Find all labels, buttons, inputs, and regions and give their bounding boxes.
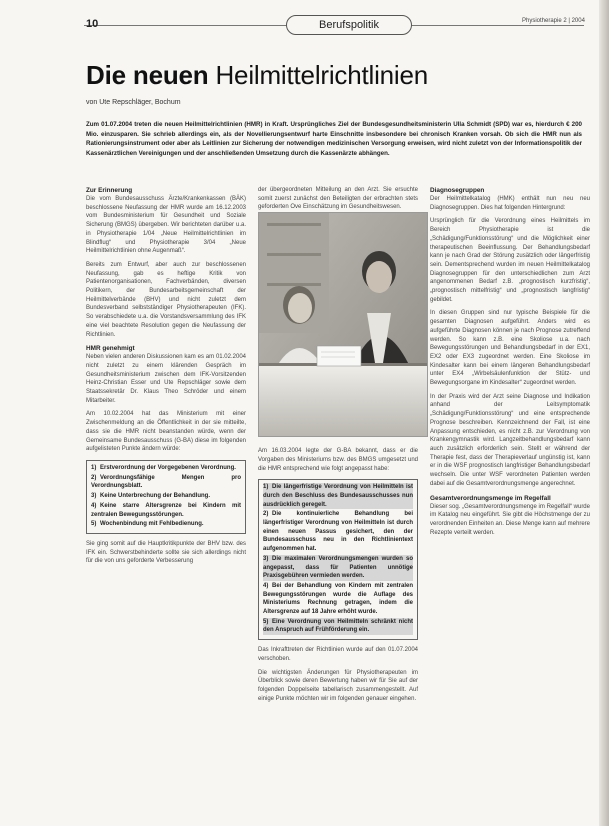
column-1 [86,186,246,571]
paragraph: Bereits zum Entwurf, aber auch zur beschlossenen Neufassung, gab es heftige Kritik von Patientenorganisationen, Fachverbänden, diversen Politikern, der Bundesarbeitsgemeinschaft der Heilmittelverbände (BHV) und nicht zuletzt dem Bundesverband selbstständiger Physiotherapeuten (IFK). So verabschiedete u.a. die Vorstandsversammlung des IFK eine viel beachtete Resolution gegen die Neufassung der Richtlinien. [86,261,246,338]
author-line: von Ute Repschläger, Bochum [86,99,181,106]
paragraph: Am 16.03.2004 legte der G-BA bekannt, dass er die Vorgaben des Ministeriums bzw. des BMGS umgesetzt und die HMR entsprechend wie folgt angepasst habe: [258,448,418,472]
section-label: Berufspolitik [286,15,412,35]
subheading: Gesamtverordnungsmenge im Regelfall [430,494,551,502]
paragraph: Die vom Bundesausschuss Ärzte/Krankenkassen (BÄK) beschlossene Neufassung der HMR wurde am 16.12.2003 vom Bundesministerium für Gesundheit und Soziale Sicherung (BMGS) übergeben. Wir berichteten darüber u.a. in Physiotherapie 1/04 „Neue Heilmittelrichtlinien im Blindflug“ und Physiotherapie 3/04 „Neue Heilmittelrichtlinien ohne Augenmaß“. [86,196,246,255]
paragraph: Sie ging somit auf die Hauptkritikpunkte der BHV bzw. des IFK ein. Schwerstbehinderte sollte sie sich allerdings nicht für die von uns geforderte Verbesserung [86,540,246,565]
title-bold: Die neuen [86,60,209,90]
changes-box [258,479,418,640]
page-header [0,14,599,36]
list-item: 5) Eine Verordnung von Heilmitteln schränkt nicht den Anspruch auf Frühförderung ein. [263,618,413,634]
lead-paragraph: Zum 01.07.2004 treten die neuen Heilmittelrichtlinien (HMR) in Kraft. Ursprüngliches Ziel der Bundesgesundheitsministerin Ulla Schmidt (SPD) war es, hierdurch € 200 Mio. einzusparen. Sie schrieb allerdings ein, als der Novellierungsentwurf harte Einschnitte insbesondere bei chronisch Kranken vorsah. Ob sich die HMR nun als Rationierungsinstrument oder aber als Leitlinien zur Sicherung der notwendigen medizinischen Versorgung erweisen, wird nicht zuletzt von der Informationspolitik der Kassenärztlichen Vereinigungen und der anschließenden Umsetzung durch die Kassenärzte abhängen. [86,121,582,157]
page-edge [599,0,609,826]
paragraph: Am 10.02.2004 hat das Ministerium mit einer Zwischenmeldung an die Öffentlichkeit in der sie mitteilte, dass sie die HMR nicht beanstanden würde, wenn der Gemeinsame Bundesausschuss (G-BA) diese im folgenden aufgelisteten Punkte ändern würde: [86,411,246,453]
issue-label: Physiotherapie 2 | 2004 [522,18,585,24]
paragraph: In diesen Gruppen sind nur typische Beispiele für die gesamten Diagnosen aufgeführt. Anders wird es aufgeführte Diagnosen können je nach Prognose zutreffend werden. So kann z.B. eine Skoliose u.a. nach Bewegungsstörungen und Behandlungsbedarf in der EX1, EX2 oder EX3 zugeordnet werden. Eine Skoliose im Kindesalter kann bei einem längeren Behandlungsbedarf unter EX4 „Wirbelsäulenfunktion der Stütz- und Bewegungsorgane im Kindesalter“ zugeordnet werden. [430,310,590,387]
title-light: Heilmittelrichtlinien [215,60,429,90]
paragraph: Dieser sog. „Gesamtverordnungsmenge im Regelfall“ wurde im Katalog neu eingeführt. Sie gibt die Höchstmenge der zu verordnenden Einheiten an. Diese Menge kann auf mehrere Rezepte verteilt werden. [430,503,590,536]
list-item: 1) Erstverordnung der Vorgegebenen Verordnung. [91,464,236,471]
list-item: 2) Die kontinuierliche Behandlung bei längerfristiger Verordnung von Heilmitteln ist durch einen neuen Passus gesichert, den der Bundesausschuss neu in den Richtlinientext aufgenommen hat. [263,511,413,553]
subheading: HMR genehmigt [86,345,135,353]
article-photo [258,212,428,437]
page-number: 10 [86,18,99,30]
list-item: 2) Verordnungsfähige Mengen pro Verordnungsblatt. [91,474,241,490]
pharmacy-scene-image [259,213,427,436]
paragraph: In der Praxis wird der Arzt seine Diagnose und Indikation anhand der Leitsymptomatik „Schädigung/Funktionsstörung“ und eine entsprechende Prognose beschreiben. Kennzeichnend der Fall, ist eine Anpassung entschieden, es nicht z.B. zur Verordnung von Krankengymnastik wird. Langzeitbehandlungsbedarf kann auch zusätzlich erforderlich sein. Stellt er während der Therapie fest, dass der Therapieverlauf ungünstig ist, kann er in die WSF prognostisch langfristiger Behandlungsbedarf wechseln. Die unter WSF verordneten Patienten werden dabei auf die Gesamtverordnungsmenge angerechnet. [430,393,590,487]
paragraph: Der Heilmittelkatalog (HMK) enthält nun neu neu Diagnosegruppen. Dies hat folgenden Hintergrund: [430,196,590,211]
list-item: 4) Keine starre Altersgrenze bei Kindern mit zentralen Bewegungsstörungen. [91,502,241,518]
list-item: 5) Wochenbindung mit Fehlbedienung. [91,521,204,528]
paragraph: Ursprünglich für die Verordnung eines Heilmittels im Bereich Physiotherapie ist die „Schädigung/Funktionsstörung“ und die Möglichkeit einer therapeutischen Beeinflussung. Der Behandlungsbedarf kann je nach Grad der Störung zusätzlich oder längerfristig sein. Dementsprechend wurden im neuen Heilmittelkatalog Diagnosegruppen für den unterschiedlichen zum Arzt angenommenen Bedarf z.B. „prognostisch kurzfristig“, „prognostisch mittelfristig“ und „prognostisch langfristig“ gebildet. [430,218,590,303]
paragraph: Neben vielen anderen Diskussionen kam es am 01.02.2004 nicht zuletzt zu einem klärenden Gespräch im Gesundheitsministerium zwischen dem IFK-Vorsitzenden Heinz-Christian Esser und Ute Repschläger sowie dem Staatssekretär Dr. Klaus Theo Schröder und einem Mitarbeiter. [86,354,246,404]
list-item: 1) Die längerfristige Verordnung von Heilmitteln ist durch den Beschluss des Bundesausschusses nun ausdrücklich geregelt. [263,484,413,508]
paragraph: Das Inkrafttreten der Richtlinien wurde auf den 01.07.2004 verschoben. [258,647,418,662]
requirements-box [86,460,246,534]
list-item: 4) Bei der Behandlung von Kindern mit zentralen Bewegungsstörungen wurde die Auflage des Ministeriums Rechnung getragen, indem die Altersgrenze auf 18 Jahre erhöht wurde. [263,582,413,616]
list-item: 3) Keine Unterbrechung der Behandlung. [91,493,211,500]
article-title [86,60,428,91]
list-item: 3) Die maximalen Verordnungsmengen wurden so angepasst, dass für Patienten unnötige Praxisgebühren vermieden werden. [263,555,413,580]
paragraph: der übergeordneten Mitteilung an den Arzt. Sie ersuchte somit zuerst zunächst den Beteiligten der erbrachten stets geforderten Ove Einschätzung im Gesundheitswesen. [258,187,418,211]
column-3 [430,186,590,542]
paragraph: Die wichtigsten Änderungen für Physiotherapeuten im Überblick sowie deren Bewertung haben wir für Sie auf der folgenden Doppelseite tabellarisch zusammengestellt. Auf einige Punkte möchten wir im folgenden genauer eingehen. [258,669,418,702]
subheading: Diagnosegruppen [430,187,485,194]
subheading: Zur Erinnerung [86,187,133,194]
